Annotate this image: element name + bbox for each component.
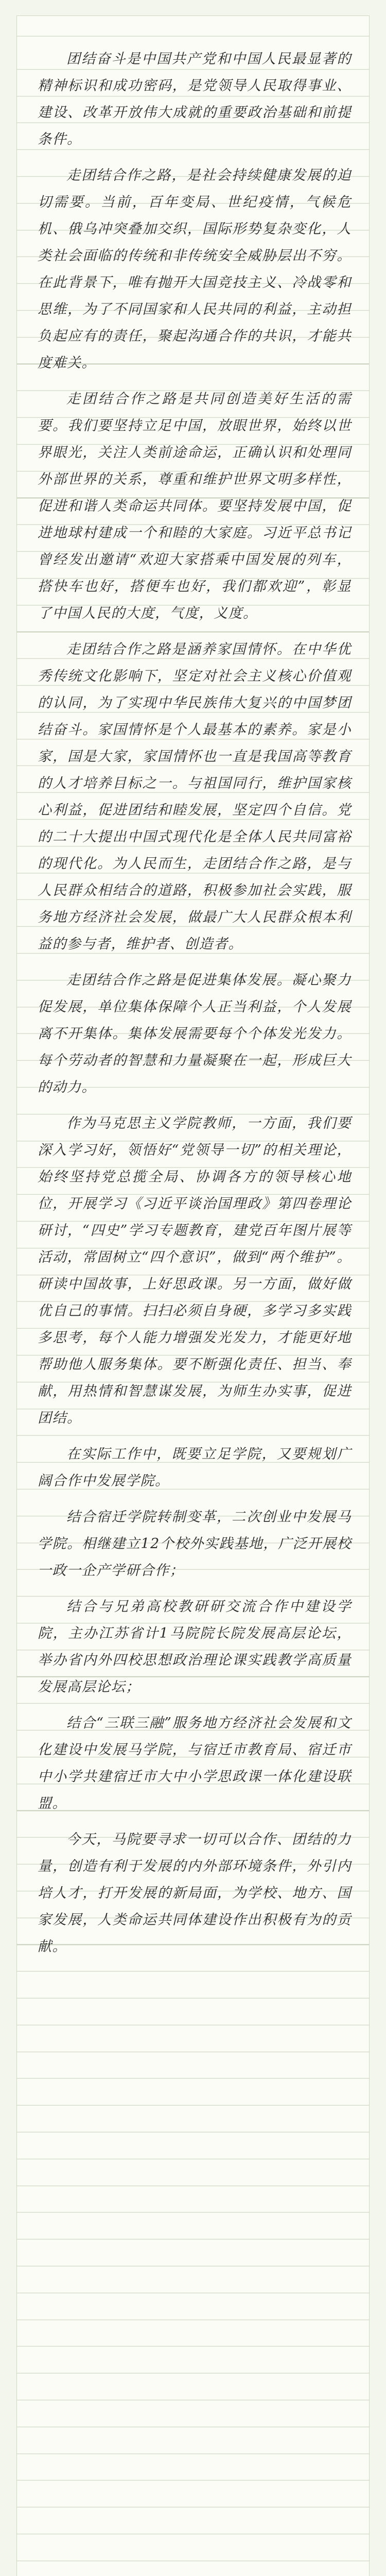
paragraph-conclusion: 今天，马院要寻求一切可以合作、团结的力量，创造有利于发展的内外部环境条件，外引内培人才，打开发展的新局面，为学校、地方、国家发展，人类命运共同体建设作出积极有为的贡献。 (38, 1832, 352, 1955)
paragraph-family-nation: 走团结合作之路是涵养家国情怀。在中华优秀传统文化影响下，坚定对社会主义核心价值观的认同，为了实现中华民族伟大复兴的中国梦团结奋斗。家国情怀是个人最基本的素养。家是小家，国是大家，家国情怀也一直是我国高等教育的人才培养目标之一。与祖国同行，维护国家核心利益，促进团结和睦发展，坚定四个自信。党的二十大提出中国式现代化是全体人民共同富裕的现代化。为人民而生，走团结合作之路，是与人民群众相结合的道路，积极参加社会实践，服务地方经济社会发展，做最广大人民群众根本利益的参与者，维护者、创造者。 (38, 641, 352, 952)
paragraph-practical-work: 在实际工作中，既要立足学院，又要规划广阔合作中发展学院。 (38, 1446, 352, 1489)
paragraph-unity-intro: 团结奋斗是中国共产党和中国人民最显著的精神标识和成功密码，是党领导人民取得事业、建设、改革开放伟大成就的重要政治基础和前提条件。 (38, 51, 352, 147)
paragraph-college-exchange: 结合与兄弟高校教研研交流合作中建设学院，主办江苏省计1马院院长院发展高层论坛，举办省内外四校思想政治理论课实践教学高质量发展高层论坛； (38, 1599, 352, 1695)
paragraph-better-life: 走团结合作之路是共同创造美好生活的需要。我们要坚持立足中国，放眼世界，始终以世界眼光，关注人类前途命运，正确认识和处理同外部世界的关系，尊重和维护世界文明多样性，促进和谐人类命运共同体。要坚持发展中国，促进地球村建成一个和睦的大家庭。习近平总书记曾经发出邀请“欢迎大家搭乘中国发展的列车，搭快车也好，搭便车也好，我们都欢迎”，彰显了中国人民的大度，气度，义度。 (38, 391, 352, 621)
paragraph-social-development: 走团结合作之路，是社会持续健康发展的迫切需要。当前，百年变局、世纪疫情，气候危机、俄乌冲突叠加交织，国际形势复杂变化，人类社会面临的传统和非传统安全威胁层出不穷。在此背景下，唯有抛开大国竞技主义、冷战零和思维，为了不同国家和人民共同的利益，主动担负起应有的责任，聚起沟通合作的共识，才能共度难关。 (38, 167, 352, 371)
paragraph-local-service: 结合“三联三融”服务地方经济社会发展和文化建设中发展马学院，与宿迁市教育局、宿迁市中小学共建宿迁市大中小学思政课一体化建设联盟。 (38, 1715, 352, 1811)
lined-note-sheet (16, 15, 370, 2576)
paragraph-transformation: 结合宿迁学院转制变革，二次创业中发展马学院。相继建立12个校外实践基地，广泛开展校一政一企产学研合作； (38, 1509, 352, 1579)
paragraph-teacher-role: 作为马克思主义学院教师，一方面，我们要深入学习好，领悟好“党领导一切”的相关理论，始终坚持党总揽全局、协调各方的领导核心地位，开展学习《习近平谈治国理政》第四卷理论研讨，“四史”学习专题教育，建党百年图片展等活动，常固树立“四个意识”，做到“两个维护”。研读中国故事，上好思政课。另一方面，做好做优自己的事情。扫扫必须自身硬，多学习多实践多思考，每个人能力增强发光发力，才能更好地帮助他人服务集体。要不断强化责任、担当、奉献，用热情和智慧谋发展，为师生办实事，促进团结。 (38, 1115, 352, 1426)
paragraph-collective-development: 走团结合作之路是促进集体发展。凝心聚力促发展，单位集体保障个人正当利益，个人发展离不开集体。集体发展需要每个个体发光发力。每个劳动者的智慧和力量凝聚在一起，形成巨大的动力。 (38, 972, 352, 1095)
